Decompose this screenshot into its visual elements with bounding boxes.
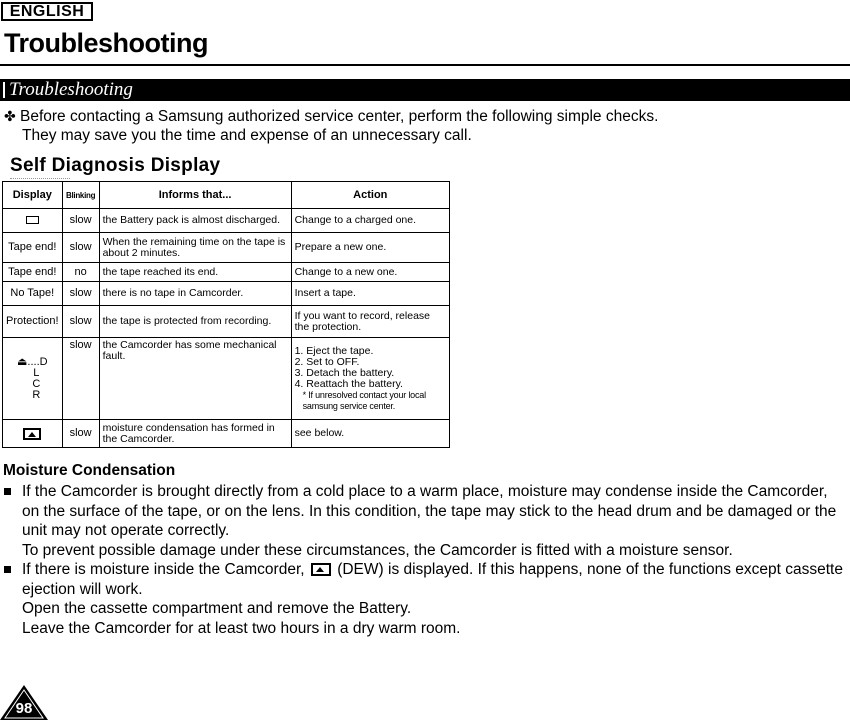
action-step: 4. Reattach the battery. [294,377,403,390]
blinking-cell: slow [62,209,99,233]
dew-icon [311,563,331,576]
intro-line-1: Before contacting a Samsung authorized service center, perform the following simple checks. [20,108,659,125]
action-cell: Change to a new one. [291,263,449,282]
col-action: Action [291,182,449,209]
section-heading: Troubleshooting [9,79,133,100]
table-row [3,209,450,233]
action-step: 3. Detach the battery. [294,366,395,379]
square-bullet-icon [4,566,11,573]
self-diagnosis-table [2,181,450,448]
list-item [3,560,848,638]
display-cell: Protection! [3,306,63,338]
table-row [3,233,450,263]
list-item [3,482,848,560]
informs-cell: When the remaining time on the tape is about 2 minutes. [99,233,291,263]
moisture-item-2-text-3: Leave the Camcorder for at least two hours in a dry warm room. [22,619,461,637]
mech-fault-code: ⏏....D [17,355,48,368]
intro-text [4,107,658,145]
table-row [3,282,450,306]
title-divider [0,64,850,66]
blinking-cell: slow [62,282,99,306]
moisture-item-2-text-2: Open the cassette compartment and remove the Battery. [22,600,412,617]
page-title: Troubleshooting [4,28,208,58]
action-cell: Change to a charged one. [291,209,449,233]
square-bullet-icon [4,488,11,495]
section-heading-bar [0,79,850,101]
action-step: 2. Set to OFF. [294,355,360,368]
action-cell: If you want to record, release the protection. [291,306,449,338]
moisture-item-2-line [22,560,848,599]
action-cell [291,338,449,420]
action-cell: Insert a tape. [291,282,449,306]
col-blinking: Blinking [62,182,99,209]
dew-icon [23,428,41,440]
display-cell: Tape end! [3,233,63,263]
intro-line-2: They may save you the time and expense of an unnecessary call. [22,127,472,144]
table-row [3,306,450,338]
table-row [3,263,450,282]
self-diagnosis-title-text: Self Diagnosis Display [10,155,221,176]
moisture-item-2-text-before: If there is moisture inside the Camcorder, [22,561,305,578]
mech-code-letter: L [33,366,40,379]
blinking-cell: slow [62,306,99,338]
col-display: Display [3,182,63,209]
display-cell [3,420,63,448]
page-number: 98 [15,700,33,717]
blinking-cell: no [62,263,99,282]
service-note: * If unresolved contact your local samsung service center. [302,389,426,411]
moisture-item-1-text-2: To prevent possible damage under these circumstances, the Camcorder is fitted with a moisture sensor. [22,541,733,559]
informs-cell: the tape reached its end. [99,263,291,282]
informs-cell: moisture condensation has formed in the Camcorder. [99,420,291,448]
display-cell [3,338,63,420]
table-row [3,338,450,420]
action-cell: Prepare a new one. [291,233,449,263]
title-underline [10,178,70,179]
action-step: 1. Eject the tape. [294,344,374,357]
page-number-badge [0,685,48,720]
informs-cell: there is no tape in Camcorder. [99,282,291,306]
informs-cell: the Battery pack is almost discharged. [99,209,291,233]
clover-bullet-icon: ✤ [4,108,16,124]
table-header-row [3,182,450,209]
display-cell [3,209,63,233]
action-cell: see below. [291,420,449,448]
moisture-item-1-text: If the Camcorder is brought directly from a cold place to a warm place, moisture may condense inside the Camcorder, on the surface of the tape, or on the lens. In this condition, the tape may stick to the head drum and be damaged or the unit may not operate correctly. [22,483,837,539]
display-cell: No Tape! [3,282,63,306]
mech-code-letter: C [32,377,41,390]
moisture-list [3,482,848,638]
informs-cell: the Camcorder has some mechanical fault. [99,338,291,420]
self-diagnosis-title [10,155,220,177]
informs-cell: the tape is protected from recording. [99,306,291,338]
moisture-item-2-text-after: (DEW) is displayed. If this happens, none of the functions except cassette ejection will work. [22,561,843,598]
blinking-cell: slow [62,338,99,420]
mech-code-letter: R [32,388,41,401]
blinking-cell: slow [62,420,99,448]
table-row [3,420,450,448]
display-cell: Tape end! [3,263,63,282]
col-informs: Informs that... [99,182,291,209]
battery-icon [26,216,39,224]
blinking-cell: slow [62,233,99,263]
section-bar-marker [3,82,5,98]
moisture-title: Moisture Condensation [3,462,176,479]
language-tab: ENGLISH [1,2,93,21]
